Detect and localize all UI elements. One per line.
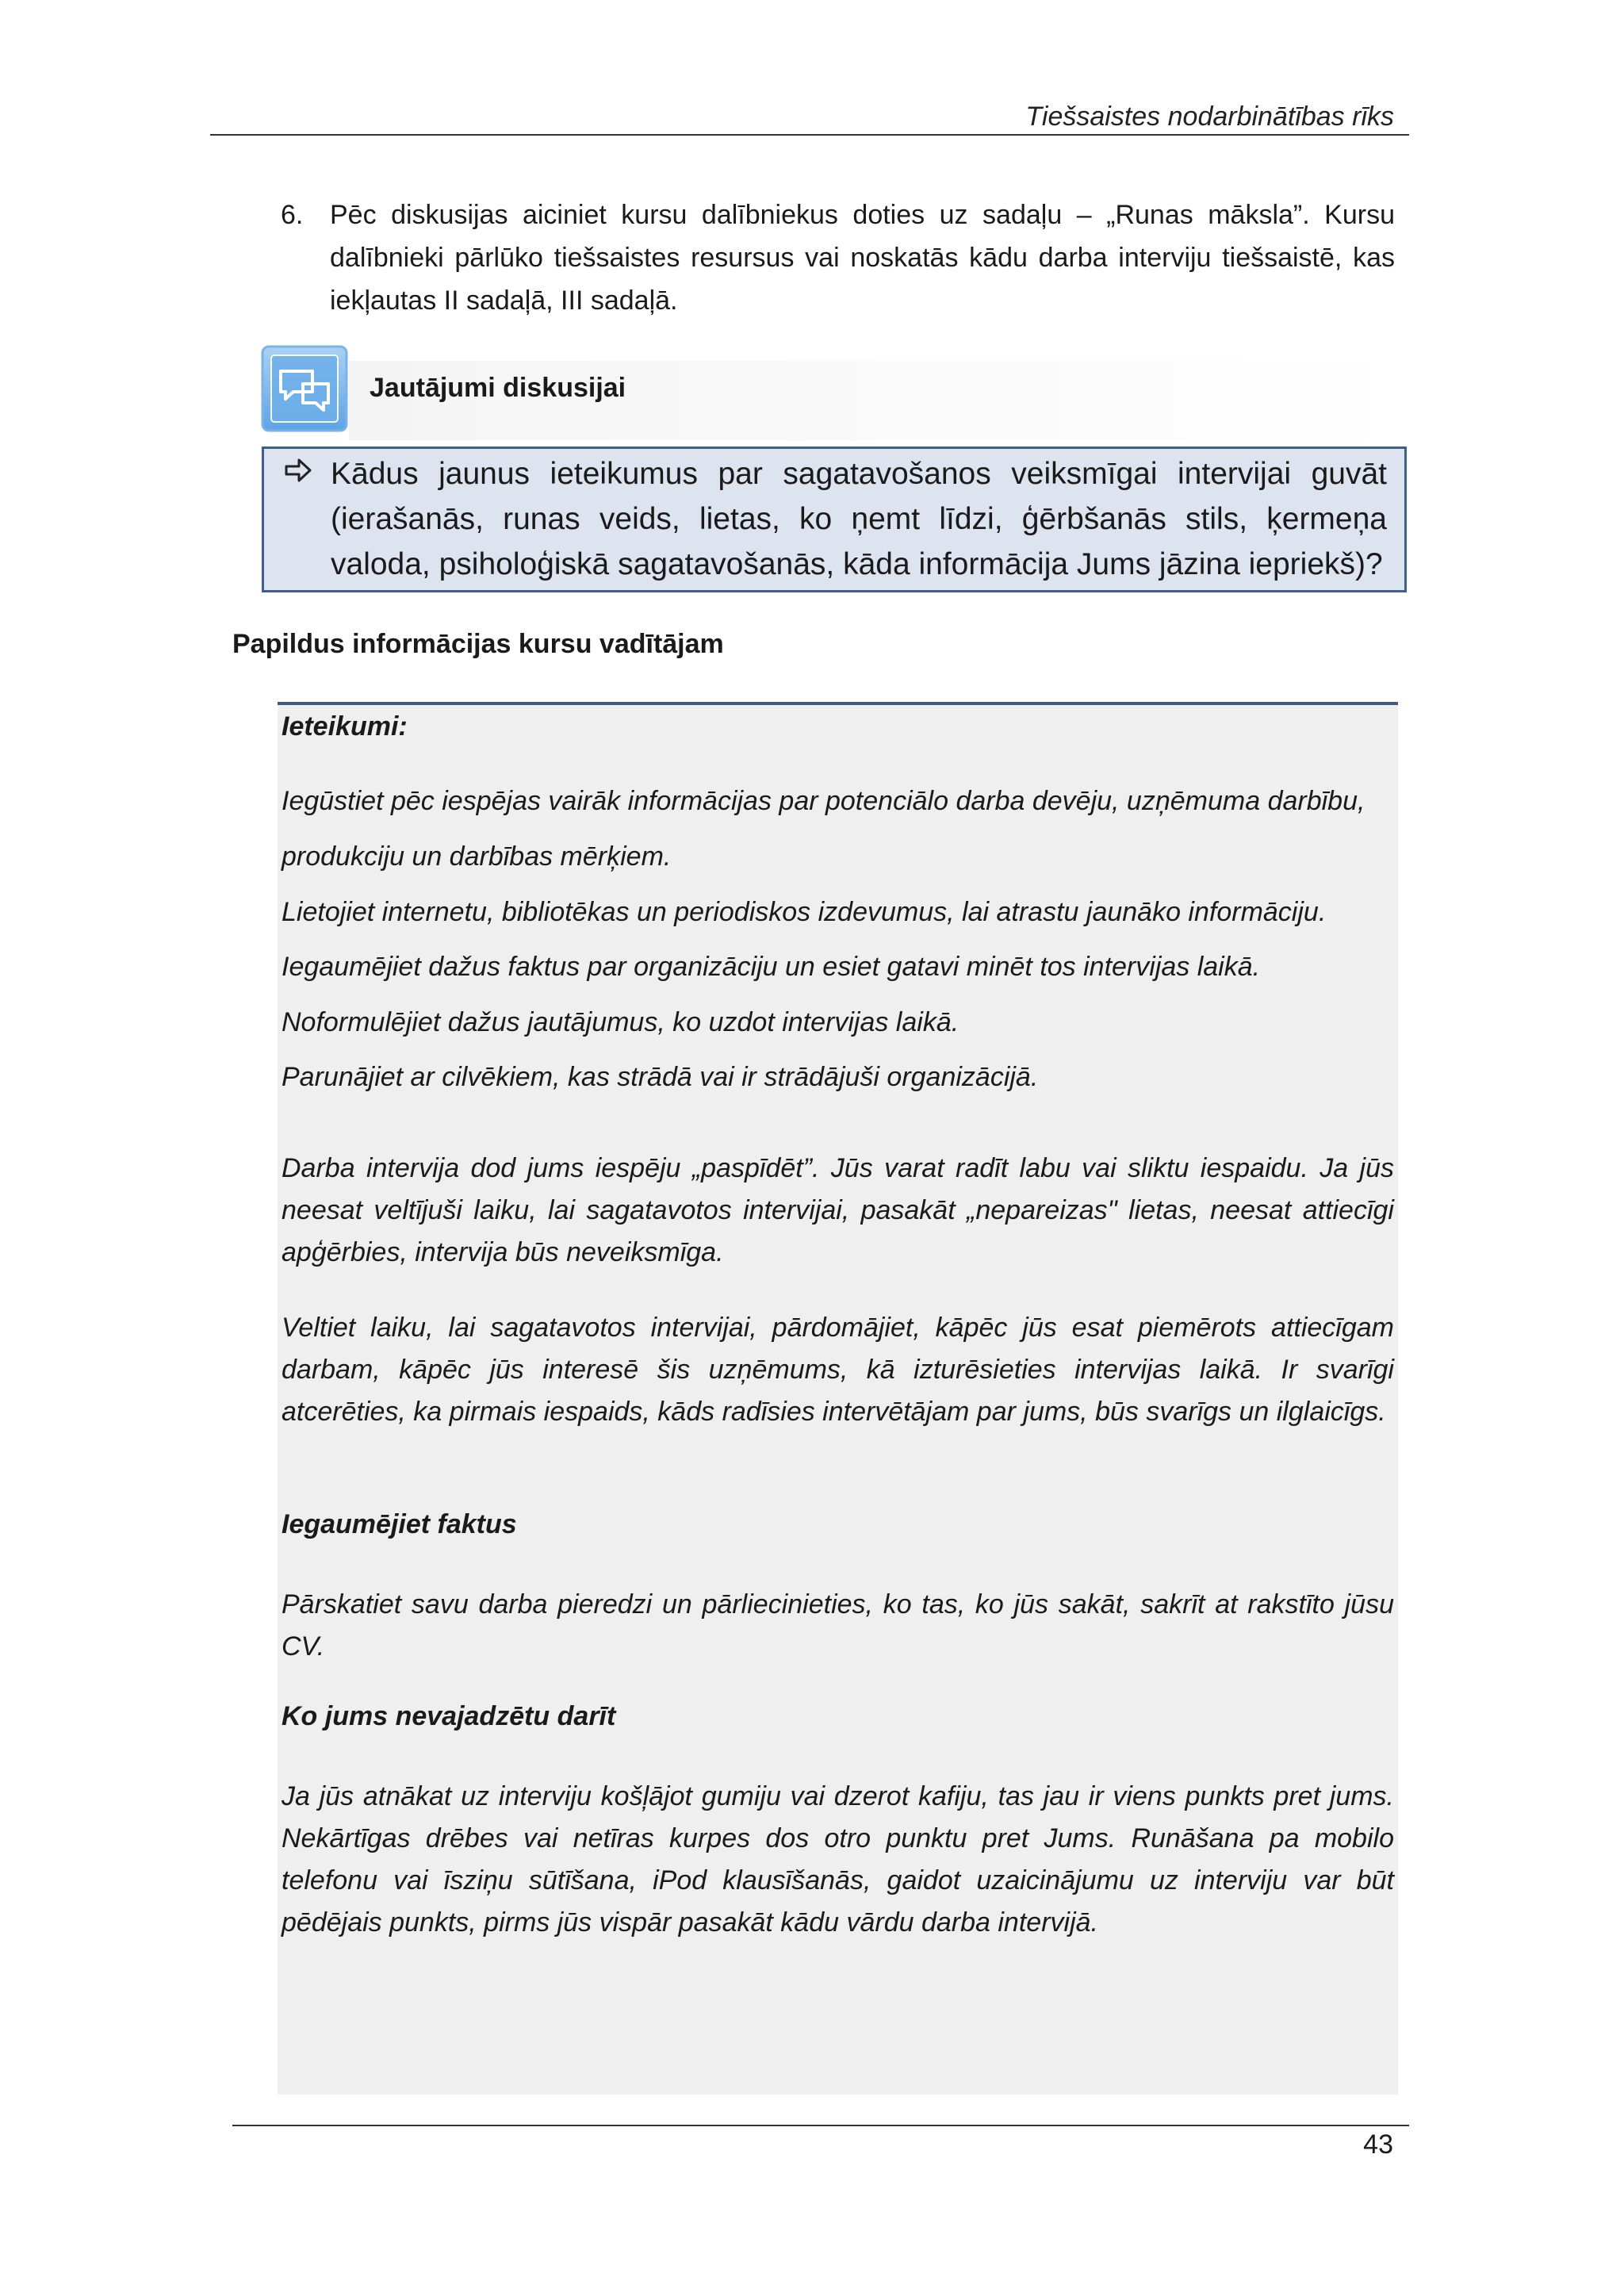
interview-paragraph: Darba intervija dod jums iespēju „paspīdēt”. Jūs varat radīt labu vai sliktu iespaidu. Ja jūs neesat veltījuši laiku, lai sagatavotos intervijai, pasakāt „nepareizas" lietas, neesat attiecīgi apģērbies, intervija būs neveiksmīga. <box>282 1153 1394 1267</box>
discussion-title: Jautājumi diskusijai <box>370 373 626 403</box>
tip-line: Noformulējiet dažus jautājumus, ko uzdot intervijas laikā. <box>282 1007 959 1037</box>
footer-divider <box>232 2125 1409 2126</box>
arrow-right-icon <box>283 455 313 485</box>
step-text: Pēc diskusijas aiciniet kursu dalībniekus doties uz sadaļu – „Runas māksla”. Kursu dalībnieki pārlūko tiešsaistes resursus vai noskatās kādu darba interviju tiešsaistē, kas iekļautas II sadaļā, III sadaļā. <box>330 200 1395 316</box>
running-header-title: Tiešsaistes nodarbinātības rīks <box>1025 102 1394 132</box>
facts-paragraph: Pārskatiet savu darba pieredzi un pārliecinieties, ko tas, ko jūs sakāt, sakrīt at rakstīto jūsu CV. <box>282 1589 1394 1662</box>
discussion-question: Kādus jaunus ieteikumus par sagatavošanos veiksmīgai intervijai guvāt (ierašanās, runas veids, lietas, ko ņemt līdzi, ģērbšanās stils, ķermeņa valoda, psiholoģiskā sagatavošanās, kāda informācija Jums jāzina iepriekš)? <box>331 457 1387 581</box>
header-divider <box>210 134 1409 136</box>
numbered-step <box>281 194 1395 322</box>
preparation-paragraph: Veltiet laiku, lai sagatavotos intervijai, pārdomājiet, kāpēc jūs esat piemērots attiecīgam darbam, kāpēc jūs interesē šis uzņēmums, kā izturēsieties intervijas laikā. Ir svarīgi atcerēties, ka pirmais iespaids, kāds radīsies intervētājam par jums, būs svarīgs un ilglaicīgs. <box>282 1313 1394 1427</box>
tip-line: Lietojiet internetu, bibliotēkas un periodiskos izdevumus, lai atrastu jaunāko informāciju. <box>282 897 1327 927</box>
dont-title: Ko jums nevajadzētu darīt <box>282 1701 616 1731</box>
recommendations-title: Ieteikumi: <box>282 711 408 742</box>
tip-line: Iegūstiet pēc iespējas vairāk informācijas par potenciālo darba devēju, uzņēmuma darbību, <box>282 786 1365 816</box>
tip-line: Iegaumējiet dažus faktus par organizāciju un esiet gatavi minēt tos intervijas laikā. <box>282 952 1261 982</box>
section-heading: Papildus informācijas kursu vadītājam <box>232 629 724 659</box>
tip-line: Parunājiet ar cilvēkiem, kas strādā vai ir strādājuši organizācijā. <box>282 1062 1039 1092</box>
dont-paragraph: Ja jūs atnākat uz interviju košļājot gumiju vai dzerot kafiju, tas jau ir viens punkts pret jums. Nekārtīgas drēbes vai netīras kurpes dos otro punktu pret Jums. Runāšana pa mobilo telefonu vai īsziņu sūtīšana, iPod klausīšanās, gaidot uzaicinājumu uz interviju var būt pēdējais punkts, pirms jūs vispār pasakāt kādu vārdu darba intervijā. <box>282 1781 1394 1938</box>
tip-line: produkciju un darbības mērķiem. <box>282 841 672 872</box>
page-number: 43 <box>1363 2129 1393 2160</box>
discussion-question-box <box>262 447 1407 592</box>
step-number: 6. <box>281 200 304 230</box>
facts-title: Iegaumējiet faktus <box>282 1509 517 1539</box>
discussion-chat-icon <box>260 344 349 433</box>
